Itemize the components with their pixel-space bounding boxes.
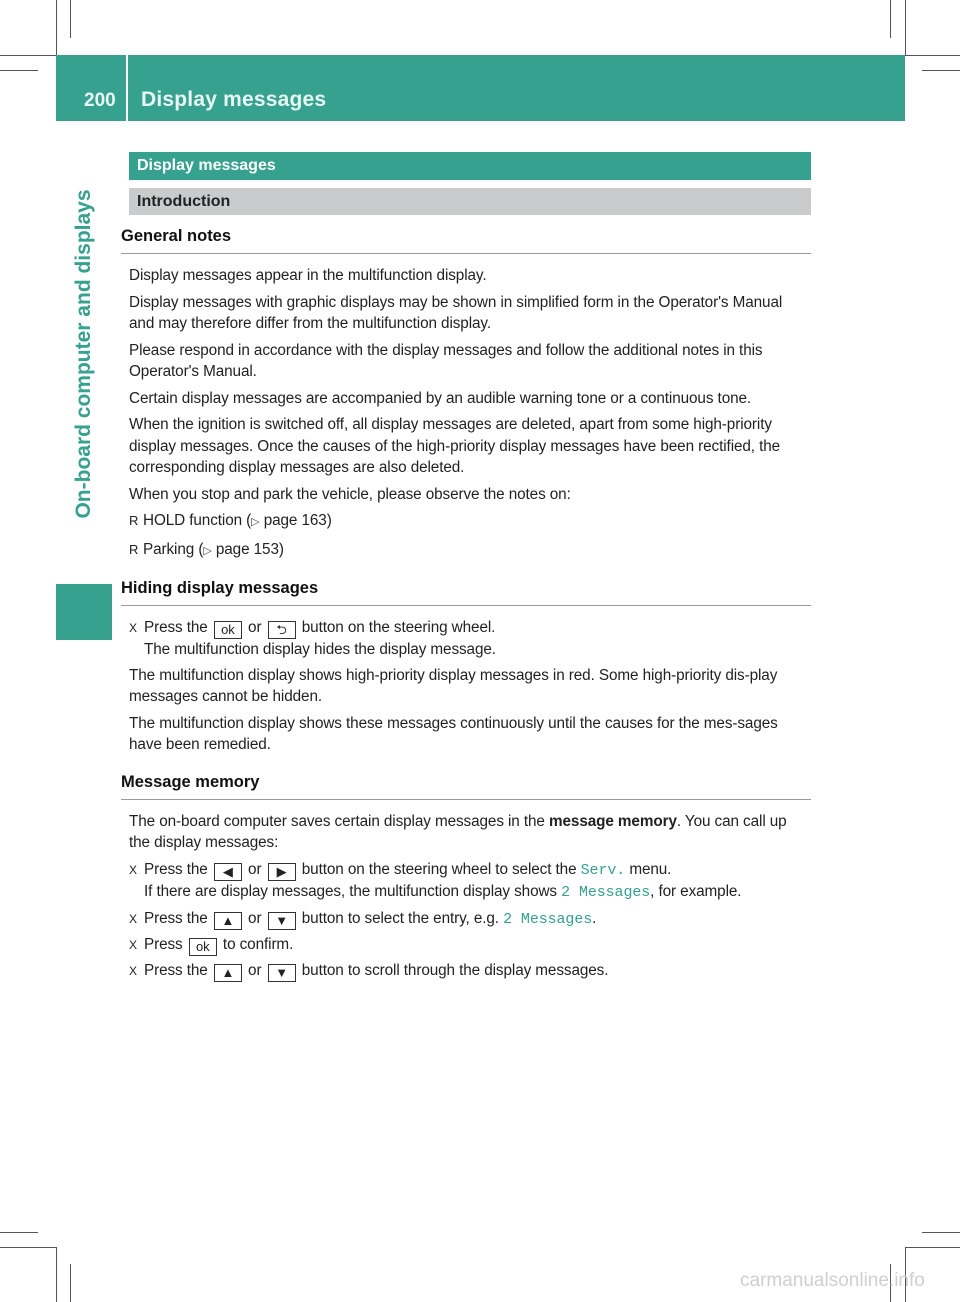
heading-message-memory: Message memory xyxy=(121,773,811,800)
step-marker: X xyxy=(129,621,137,635)
crop-mark xyxy=(56,1247,57,1302)
crop-mark xyxy=(0,70,38,71)
down-key-icon: ▼ xyxy=(268,912,296,930)
down-key-icon: ▼ xyxy=(268,964,296,982)
crop-mark xyxy=(0,1247,56,1248)
page-number: 200 xyxy=(84,90,116,111)
step-marker: X xyxy=(129,862,137,877)
paragraph: Display messages with graphic displays may be shown in simplified form in the Operator's Manual and may therefore differ from the multifunction display. xyxy=(129,293,783,332)
paragraph: The on-board computer saves certain display messages in the message memory. You can call up the display messages: xyxy=(129,812,787,851)
chapter-tab-marker xyxy=(56,584,112,640)
crop-mark xyxy=(0,1232,38,1233)
display-text-serv: Serv. xyxy=(580,861,626,879)
section-title: Display messages xyxy=(129,152,811,180)
running-header-title: Display messages xyxy=(141,88,327,111)
subsection-title: Introduction xyxy=(129,188,811,215)
right-key-icon: ▶ xyxy=(268,863,296,881)
page-ref-link[interactable]: page 153) xyxy=(215,540,284,558)
watermark: carmanualsonline.info xyxy=(740,1270,925,1291)
crop-mark xyxy=(922,70,960,71)
header-divider xyxy=(126,55,128,121)
crop-mark xyxy=(905,55,960,56)
page-ref-arrow-icon: ▷ xyxy=(203,544,212,557)
crop-mark xyxy=(0,55,56,56)
paragraph: The multifunction display shows high-priority display messages in red. Some high-priority dis-play messages cannot be hidden. xyxy=(129,666,778,705)
paragraph: Certain display messages are accompanied by an audible warning tone or a continuous tone. xyxy=(129,389,752,407)
crop-mark xyxy=(70,1264,71,1302)
page-ref-link[interactable]: page 163) xyxy=(263,512,332,529)
instruction-step: X Press the ▲ or ▼ button to scroll through the display messages. xyxy=(129,960,811,982)
heading-general-notes: General notes xyxy=(121,227,811,254)
paragraph: Display messages appear in the multifunction display. xyxy=(129,267,487,284)
crop-mark xyxy=(905,0,906,55)
ok-key-icon: ok xyxy=(189,938,217,956)
step-result: The multifunction display hides the display message. xyxy=(144,641,496,658)
instruction-step: X Press ok to confirm. xyxy=(129,934,811,956)
instruction-step: X Press the ▲ or ▼ button to select the entry, e.g. 2 Messages. xyxy=(129,908,811,931)
chapter-tab-label: On-board computer and displays xyxy=(72,189,95,519)
instruction-step: X Press the ok or ⮌ button on the steering wheel. The multifunction display hides the display message. xyxy=(129,619,496,658)
up-key-icon: ▲ xyxy=(214,964,242,982)
instruction-step: X Press the ◀ or ▶ button on the steering wheel to select the Serv. menu. If there are display messages, the multifunction display shows 2 Messages, for example. xyxy=(129,860,742,901)
display-text-messages: 2 Messages xyxy=(503,910,593,928)
ok-key-icon: ok xyxy=(214,621,242,639)
bullet-marker: R xyxy=(129,513,139,528)
bullet-marker: R xyxy=(129,541,139,557)
up-key-icon: ▲ xyxy=(214,912,242,930)
step-marker: X xyxy=(129,938,137,952)
display-text-messages: 2 Messages xyxy=(561,884,651,901)
list-item: R HOLD function (▷ page 163) xyxy=(129,510,811,534)
list-item: R Parking (▷ page 153) xyxy=(129,539,811,563)
left-key-icon: ◀ xyxy=(214,863,242,881)
crop-mark xyxy=(922,1232,960,1233)
crop-mark xyxy=(56,0,57,55)
paragraph: When you stop and park the vehicle, please observe the notes on: xyxy=(129,485,571,503)
crop-mark xyxy=(905,1247,960,1248)
back-key-icon: ⮌ xyxy=(268,621,296,639)
crop-mark xyxy=(890,0,891,38)
heading-hiding-messages: Hiding display messages xyxy=(121,579,811,606)
page-content xyxy=(121,152,811,986)
paragraph: When the ignition is switched off, all display messages are deleted, apart from some high-priority display messages. Once the causes of the high-priority display messages have been rectified, the corresponding display messages are also deleted. xyxy=(129,416,781,476)
paragraph: Please respond in accordance with the display messages and follow the additional notes in this Operator's Manual. xyxy=(129,341,763,380)
step-marker: X xyxy=(129,911,137,926)
paragraph: The multifunction display shows these messages continuously until the causes for the mes-sages have been remedied. xyxy=(129,714,778,753)
page-ref-arrow-icon: ▷ xyxy=(251,516,260,528)
crop-mark xyxy=(70,0,71,38)
step-marker: X xyxy=(129,964,137,978)
